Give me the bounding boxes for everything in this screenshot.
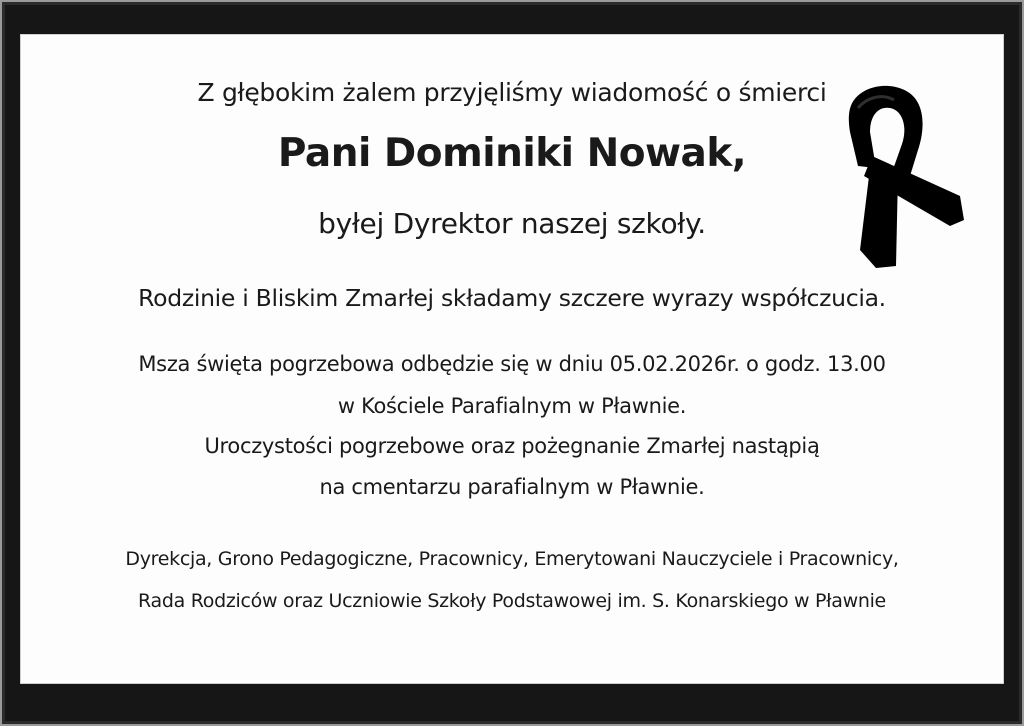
funeral-cemetery-line: na cmentarzu parafialnym w Pławnie. [319,475,705,499]
signatories-line-1: Dyrekcja, Grono Pedagogiczne, Pracownicy, Emerytowani Nauczyciele i Pracownicy, [125,548,899,570]
signatories-line-2: Rada Rodziców oraz Uczniowie Szkoły Podstawowej im. S. Konarskiego w Pławnie [138,590,886,612]
funeral-ceremony-line: Uroczystości pogrzebowe oraz pożegnanie Zmarłej nastąpią [204,434,820,458]
notice-heading: Z głębokim żalem przyjęliśmy wiadomość o śmierci [197,78,827,107]
funeral-mass-line: Msza święta pogrzebowa odbędzie się w dniu 05.02.2026r. o godz. 13.00 [138,352,886,376]
mourning-ribbon-icon [836,80,976,270]
deceased-name: Pani Dominiki Nowak, [277,131,747,176]
ribbon-left-tail [860,168,898,268]
deceased-role: byłej Dyrektor naszej szkoły. [318,207,706,240]
condolences-text: Rodzinie i Bliskim Zmarłej składamy szczere wyrazy współczucia. [138,284,886,312]
funeral-church-line: w Kościele Parafialnym w Pławnie. [337,394,687,418]
